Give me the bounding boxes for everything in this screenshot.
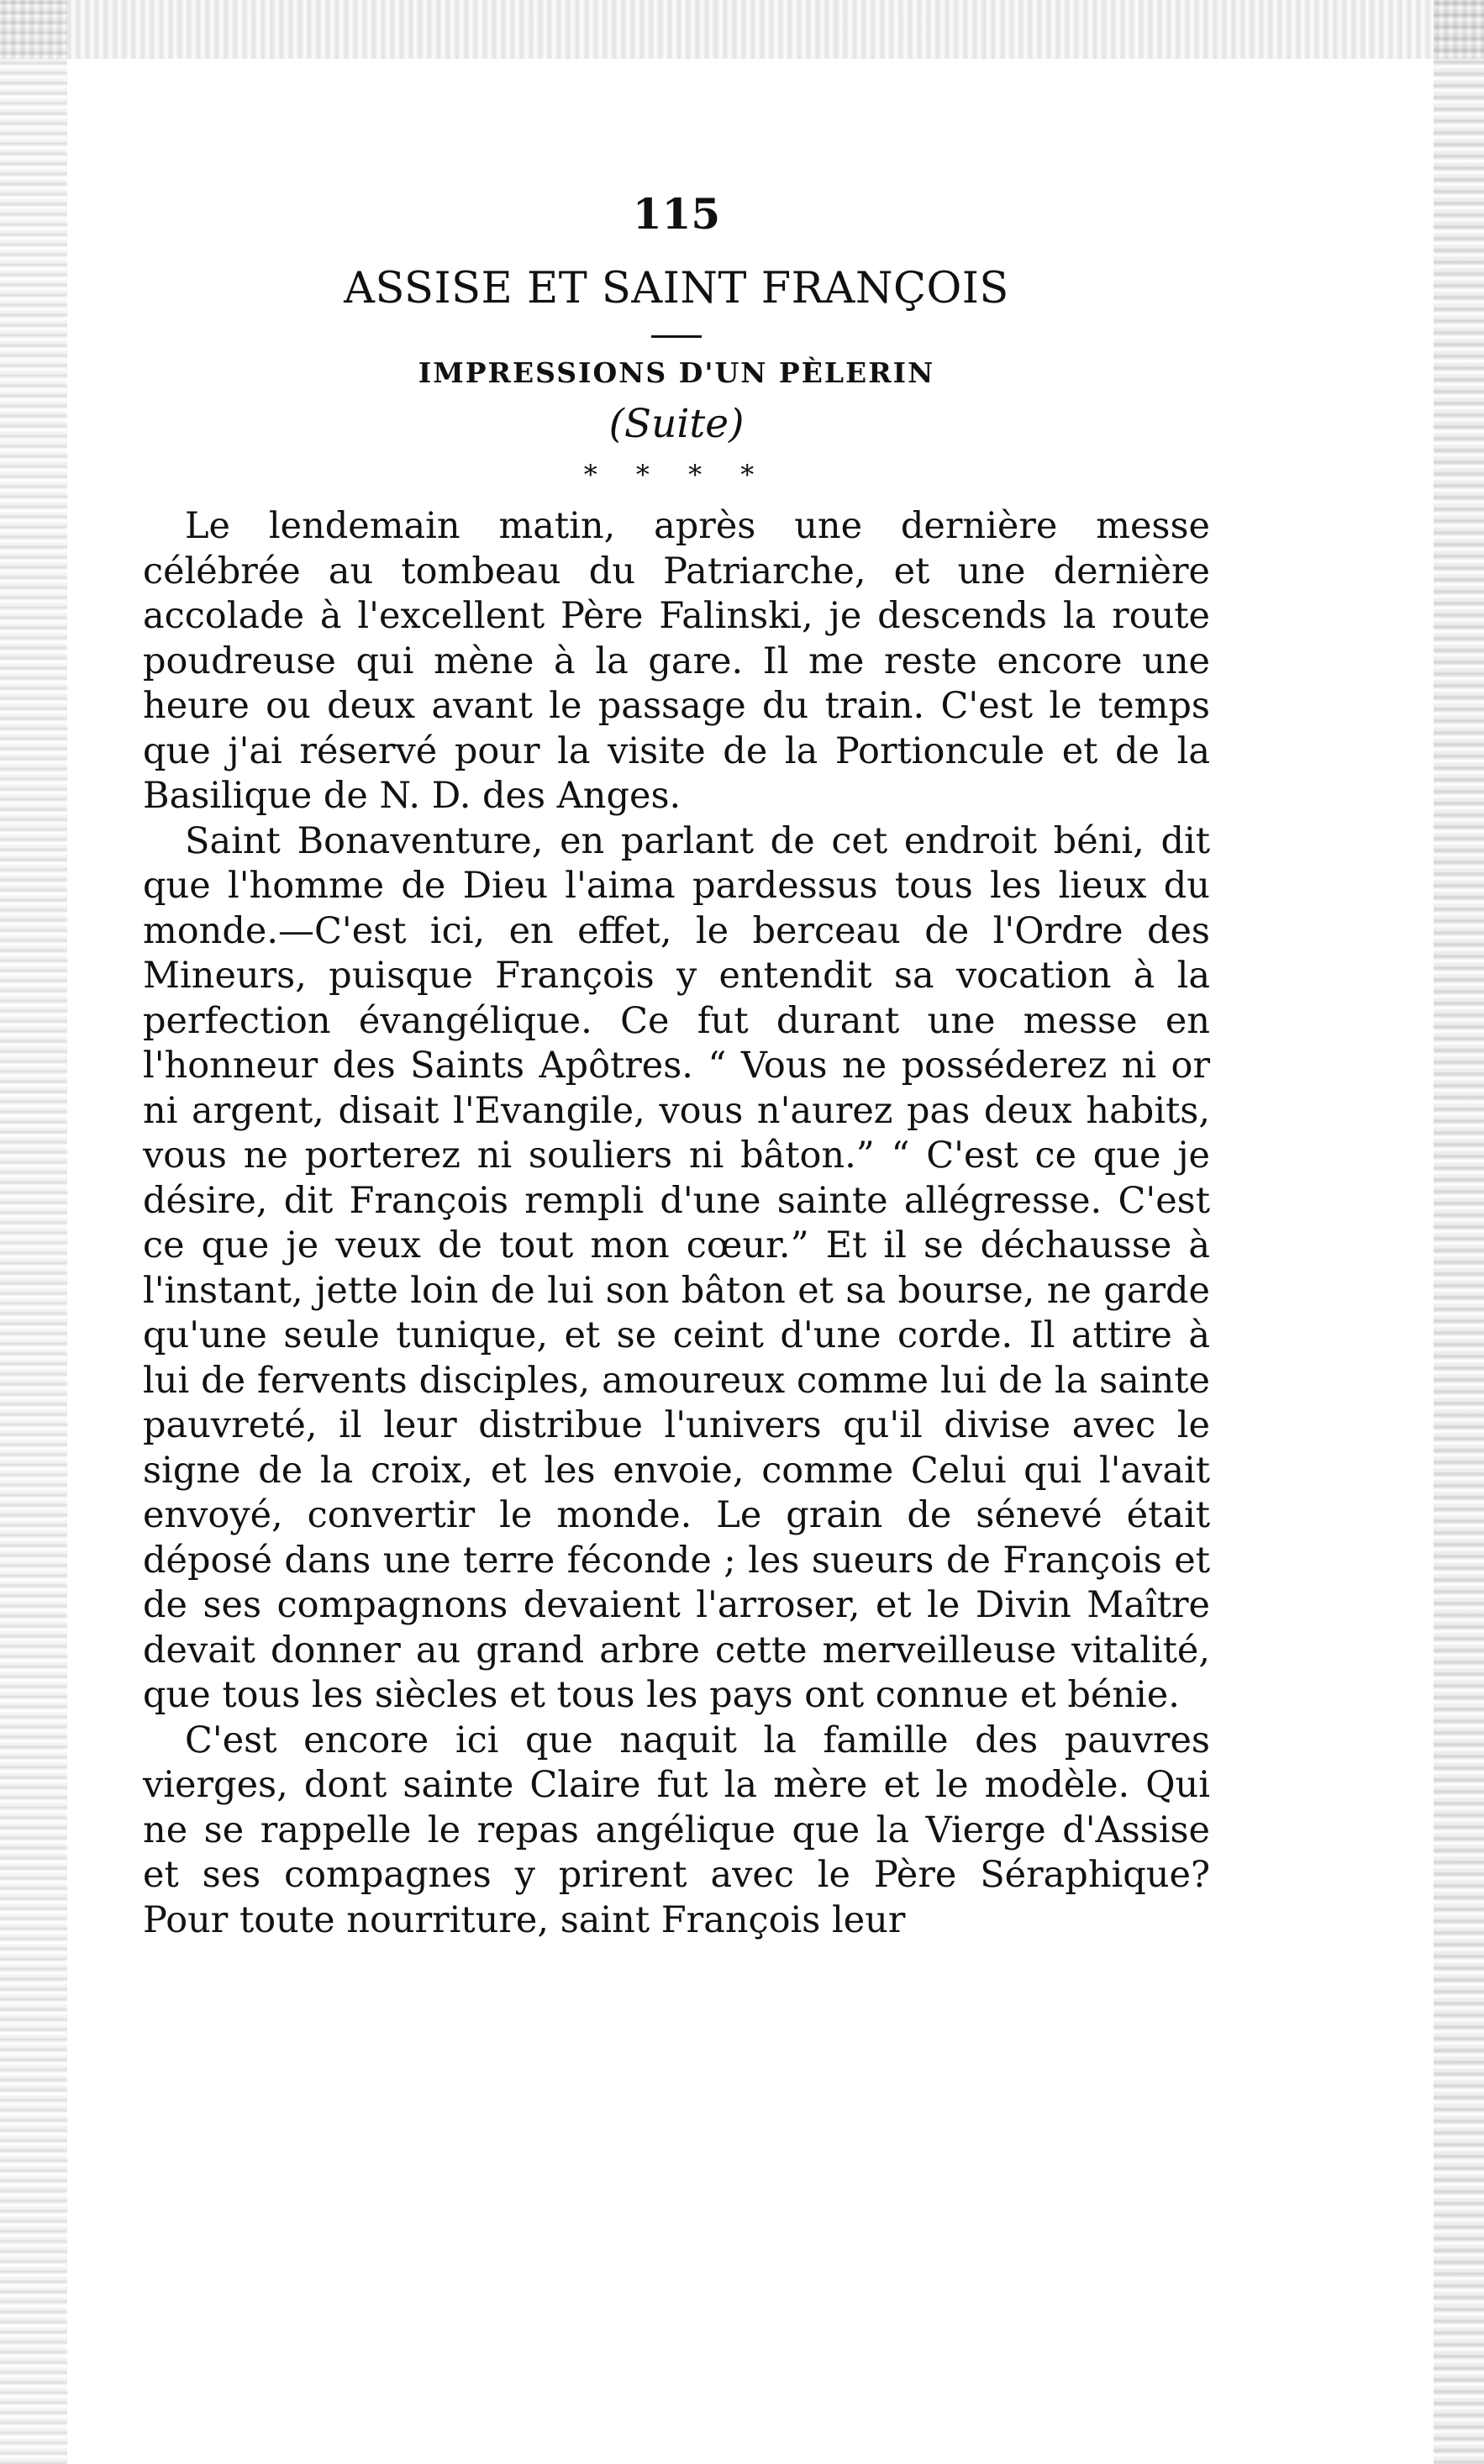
paragraph-1: Le lendemain matin, après une dernière messe célébrée au tombeau du Patriarche, et une dernière accolade à l'excellent Père Falinski, je descends la route poudreuse qui mène à la gare. Il me reste encore une heure ou deux avant le passage du train. C'est le temps que j'ai réservé pour la visite de la Portioncule et de la Basilique de N. D. des Anges. [143,505,1210,817]
scan-edge-left [0,0,67,2464]
scan-edge-top [0,0,1484,59]
page-number: 115 [632,189,721,239]
body-text [143,504,1210,1943]
paragraph-2: Saint Bonaventure, en parlant de cet endroit béni, dit que l'homme de Dieu l'aima pardessus tous les lieux du monde.—C'est ici, en effet, le berceau de l'Ordre des Mineurs, puisque François y entendit sa vocation à la perfection évangélique. Ce fut durant une messe en l'honneur des Saints Apôtres. “ Vous ne posséderez ni or ni argent, disait l'Evangile, vous n'aurez pas deux habits, vous ne porterez ni souliers ni bâton.” “ C'est ce que je désire, dit François rempli d'une sainte allégresse. C'est ce que je veux de tout mon cœur.” Et il se déchausse à l'instant, jette loin de lui son bâton et sa bourse, ne garde qu'une seule tunique, et se ceint d'une corde. Il attire à lui de fervents disciples, amoureux comme lui de la sainte pauvreté, il leur distribue l'univers qu'il divise avec le signe de la croix, et les envoie, comme Celui qui l'avait envoyé, convertir le monde. Le grain de sénevé était déposé dans une terre féconde ; les sueurs de François et de ses compagnons devaient l'arroser, et le Divin Maître devait donner au grand arbre cette merveilleuse vitalité, que tous les siècles et tous les pays ont connue et bénie. [143,819,1210,1716]
title-rule [651,335,702,338]
chapter-title: ASSISE ET SAINT FRANÇOIS [344,264,1009,313]
chapter-subtitle: IMPRESSIONS D'UN PÈLERIN [418,356,935,389]
book-page [143,189,1210,1943]
scan-edge-right [1434,0,1484,2464]
suite-label: (Suite) [608,401,745,447]
asterism-separator: * * * * [583,459,770,491]
paragraph-3: C'est encore ici que naquit la famille des pauvres vierges, dont sainte Claire fut la mère et le modèle. Qui ne se rappelle le repas angélique que la Vierge d'Assise et ses compagnes y prirent avec le Père Séraphique? Pour toute nourriture, saint François leur [143,1719,1210,1941]
